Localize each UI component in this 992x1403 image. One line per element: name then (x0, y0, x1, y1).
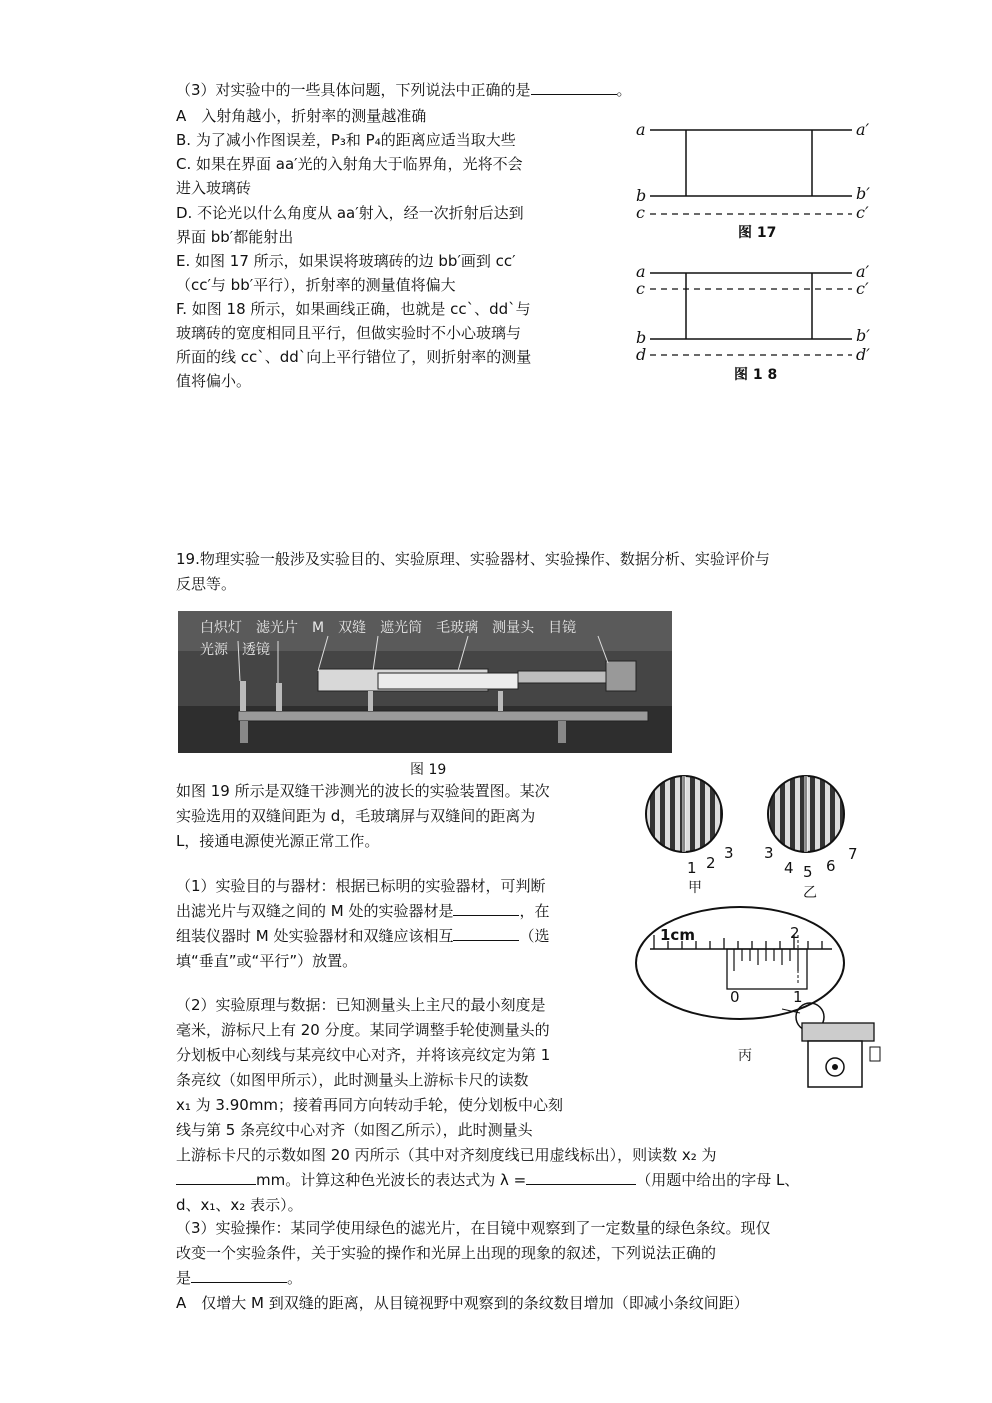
option-f-cont2: 所面的线 cc`、dd`向上平行错位了，则折射率的测量 (176, 348, 532, 366)
jia-caption: 甲 (688, 880, 702, 896)
yi-n6: 6 (826, 857, 836, 875)
fig17-caption: 图 17 (738, 225, 777, 241)
fig17-label-a-prime: a′ (856, 120, 870, 139)
q19-part2-line9: d、x₁、x₂ 表示）。 (176, 1196, 303, 1214)
option-c: C. 如果在界面 aa′光的入射角大于临界角，光将不会 (176, 155, 523, 173)
q19-desc-line1: 如图 19 所示是双缝干涉测光的波长的实验装置图。某次 (176, 782, 550, 800)
fig18-label-b-prime: b′ (856, 326, 870, 345)
view-yi (768, 776, 844, 852)
answer-blank-lambda[interactable] (526, 1170, 636, 1185)
option-f-cont1: 玻璃砖的宽度相同且平行，但做实验时不小心玻璃与 (176, 324, 522, 342)
q19-part2-line5: x₁ 为 3.90mm；接着再同方向转动手轮，使分划板中心刻 (176, 1096, 564, 1114)
answer-blank-part3[interactable] (191, 1268, 287, 1283)
option-f: F. 如图 18 所示，如果画线正确，也就是 cc`、dd`与 (176, 300, 531, 318)
yi-n7: 7 (848, 845, 858, 863)
answer-blank-m[interactable] (453, 901, 519, 916)
q19-part3-line3: 是 。 (176, 1269, 303, 1287)
q19-part2-line2: 毫米，游标尺上有 20 分度。某同学调整手轮使测量头的 (176, 1021, 550, 1039)
photo-labels-bottom: 光源 透镜 (200, 642, 270, 658)
fig18-label-d: d (636, 345, 647, 364)
option-f-cont3: 值将偏小。 (176, 372, 252, 390)
vernier-0: 0 (730, 988, 740, 1006)
answer-blank[interactable] (531, 80, 617, 95)
fig17-label-c-prime: c′ (856, 203, 869, 222)
fig17-label-b: b (636, 186, 647, 205)
option-a: A 入射角越小，折射率的测量越准确 (176, 107, 427, 125)
yi-n3: 3 (764, 844, 774, 862)
answer-blank-x2[interactable] (176, 1170, 256, 1185)
view-jia (646, 776, 722, 852)
fig18-label-b: b (636, 328, 647, 347)
fig17-label-b-prime: b′ (856, 184, 870, 203)
figure-17 (630, 110, 880, 240)
fig18-caption: 图 1 8 (734, 367, 778, 383)
q19-part3-line2: 改变一个实验条件，关于实验的操作和光屏上出现的现象的叙述，下列说法正确的 (176, 1244, 717, 1262)
answer-blank-orientation[interactable] (453, 926, 519, 941)
option-b: B. 为了减小作图误差，P₃和 P₄的距离应适当取大些 (176, 131, 516, 149)
jia-n1: 1 (687, 859, 697, 877)
fig19-caption: 图 19 (410, 762, 447, 778)
fig18-label-c-prime: c′ (856, 279, 869, 298)
figure-18 (630, 255, 880, 370)
bing-caption: 丙 (738, 1048, 752, 1064)
option-e: E. 如图 17 所示，如果误将玻璃砖的边 bb′画到 cc′ (176, 252, 516, 270)
fig17-label-c: c (636, 203, 645, 222)
q19-part2-line1: （2）实验原理与数据：已知测量头上主尺的最小刻度是 (176, 996, 546, 1014)
figure-19-photo (178, 611, 672, 753)
jia-n2: 2 (706, 854, 716, 872)
vernier-main-2: 2 (790, 924, 800, 942)
q19-part2-line4: 条亮纹（如图甲所示），此时测量头上游标卡尺的读数 (176, 1071, 529, 1089)
fig17-label-a: a (636, 120, 646, 139)
q19-part1-line3: 组装仪器时 M 处实验器材和双缝应该相互 （选 (176, 927, 550, 945)
q19-part2-line8: mm。计算这种色光波长的表达式为 λ = （用题中给出的字母 L、 (176, 1170, 799, 1190)
option-d: D. 不论光以什么角度从 aa′射入，经一次折射后达到 (176, 204, 524, 222)
q19-part3-option-a: A 仅增大 M 到双缝的距离，从目镜视野中观察到的条纹数目增加（即减小条纹间距） (176, 1294, 749, 1312)
option-e-cont: （cc′与 bb′平行），折射率的测量值将偏大 (176, 276, 456, 294)
yi-caption: 乙 (803, 885, 817, 901)
fig18-label-d-prime: d′ (856, 345, 870, 364)
q19-part2-line3: 分划板中心刻线与某亮纹中心对齐，并将该亮纹定为第 1 (176, 1046, 551, 1064)
photo-labels-top: 白炽灯 滤光片 M 双缝 遮光筒 毛玻璃 测量头 目镜 (200, 620, 577, 636)
q19-part1-line2: 出滤光片与双缝之间的 M 处的实验器材是 ，在 (176, 902, 550, 920)
yi-n4: 4 (784, 859, 794, 877)
q19-part2-line6: 线与第 5 条亮纹中心对齐（如图乙所示），此时测量头 (176, 1121, 533, 1139)
q19-intro-line2: 反思等。 (176, 575, 237, 593)
yi-n5: 5 (803, 863, 813, 881)
q19-part1-line4: 填“垂直”或“平行”）放置。 (176, 952, 358, 970)
q19-desc-line2: 实验选用的双缝间距为 d，毛玻璃屏与双缝间的距离为 (176, 807, 536, 825)
option-c-cont: 进入玻璃砖 (176, 179, 252, 197)
vernier-1: 1 (793, 988, 803, 1006)
q18-part3-stem: （3）对实验中的一些具体问题，下列说法中正确的是 。 (176, 81, 632, 99)
option-d-cont: 界面 bb′都能射出 (176, 228, 294, 246)
fig18-label-a: a (636, 262, 646, 281)
vernier-unit: 1cm (660, 926, 695, 944)
q19-part1-line1: （1）实验目的与器材：根据已标明的实验器材，可判断 (176, 877, 546, 895)
q19-part3-line1: （3）实验操作：某同学使用绿色的滤光片，在目镜中观察到了一定数量的绿色条纹。现仅 (176, 1219, 771, 1237)
q19-desc-line3: L，接通电源使光源正常工作。 (176, 832, 380, 850)
fig18-label-a-prime: a′ (856, 262, 870, 281)
q19-intro-line1: 19.物理实验一般涉及实验目的、实验原理、实验器材、实验操作、数据分析、实验评价与 (176, 550, 770, 568)
q19-part2-line7: 上游标卡尺的示数如图 20 丙所示（其中对齐刻度线已用虚线标出），则读数 x₂ 为 (176, 1146, 717, 1164)
jia-n3: 3 (724, 844, 734, 862)
fig18-label-c: c (636, 279, 645, 298)
